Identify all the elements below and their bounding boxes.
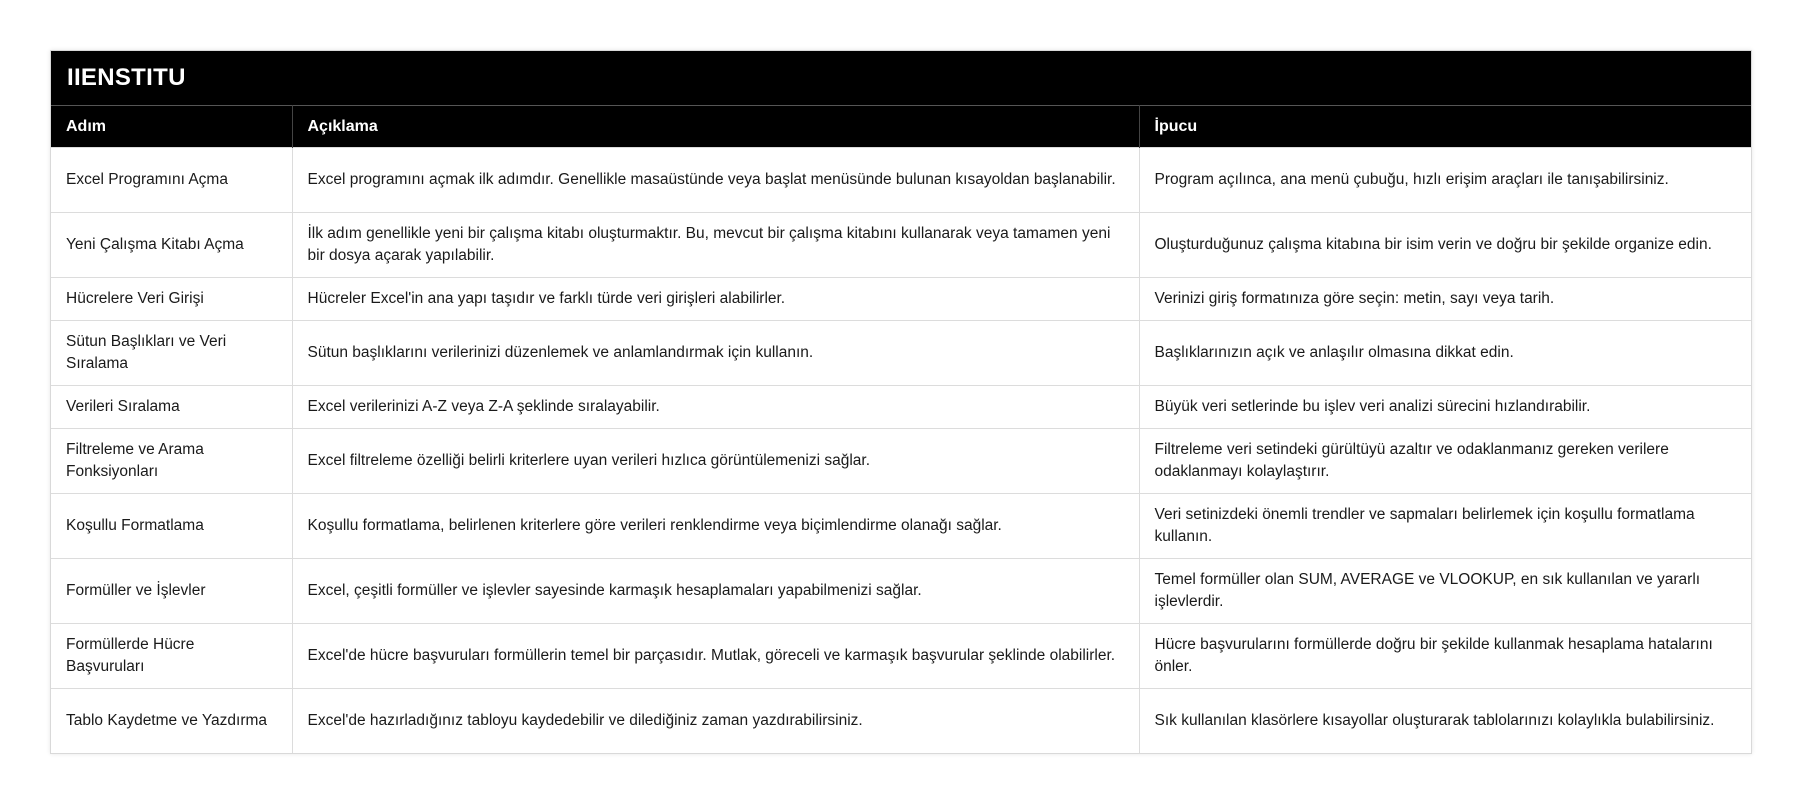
steps-table (51, 105, 1751, 753)
cell-tip: Hücre başvurularını formüllerde doğru bir şekilde kullanmak hesaplama hatalarını önler. (1139, 624, 1751, 689)
table-header (51, 106, 1751, 148)
brand-title: IIENSTITU (51, 51, 1751, 105)
cell-description: Excel programını açmak ilk adımdır. Genellikle masaüstünde veya başlat menüsünde bulunan kısayoldan başlanabilir. (292, 148, 1139, 213)
cell-description: Koşullu formatlama, belirlenen kriterlere göre verileri renklendirme veya biçimlendirme olanağı sağlar. (292, 494, 1139, 559)
cell-description: İlk adım genellikle yeni bir çalışma kitabı oluşturmaktır. Bu, mevcut bir çalışma kitabını kullanarak veya tamamen yeni bir dosya açarak yapılabilir. (292, 213, 1139, 278)
table-row (51, 624, 1751, 689)
table-row (51, 321, 1751, 386)
header-row (51, 106, 1751, 148)
table-row (51, 148, 1751, 213)
content-table-card (50, 50, 1752, 754)
cell-description: Excel filtreleme özelliği belirli kriterlere uyan verileri hızlıca görüntülemenizi sağlar. (292, 429, 1139, 494)
cell-description: Excel'de hücre başvuruları formüllerin temel bir parçasıdır. Mutlak, göreceli ve karmaşık başvurular şeklinde olabilirler. (292, 624, 1139, 689)
table-row (51, 386, 1751, 429)
cell-description: Excel'de hazırladığınız tabloyu kaydedebilir ve dilediğiniz zaman yazdırabilirsiniz. (292, 689, 1139, 754)
cell-tip: Büyük veri setlerinde bu işlev veri analizi sürecini hızlandırabilir. (1139, 386, 1751, 429)
table-row (51, 494, 1751, 559)
cell-step: Excel Programını Açma (51, 148, 292, 213)
cell-tip: Verinizi giriş formatınıza göre seçin: metin, sayı veya tarih. (1139, 278, 1751, 321)
cell-tip: Veri setinizdeki önemli trendler ve sapmaları belirlemek için koşullu formatlama kullanın. (1139, 494, 1751, 559)
cell-description: Excel, çeşitli formüller ve işlevler sayesinde karmaşık hesaplamaları yapabilmenizi sağlar. (292, 559, 1139, 624)
table-body (51, 148, 1751, 754)
cell-step: Filtreleme ve Arama Fonksiyonları (51, 429, 292, 494)
cell-tip: Başlıklarınızın açık ve anlaşılır olmasına dikkat edin. (1139, 321, 1751, 386)
cell-tip: Sık kullanılan klasörlere kısayollar oluşturarak tablolarınızı kolaylıkla bulabilirsiniz. (1139, 689, 1751, 754)
table-row (51, 278, 1751, 321)
cell-tip: Oluşturduğunuz çalışma kitabına bir isim verin ve doğru bir şekilde organize edin. (1139, 213, 1751, 278)
table-row (51, 429, 1751, 494)
table-row (51, 559, 1751, 624)
table-row (51, 689, 1751, 754)
cell-step: Formüller ve İşlevler (51, 559, 292, 624)
cell-step: Sütun Başlıkları ve Veri Sıralama (51, 321, 292, 386)
cell-step: Tablo Kaydetme ve Yazdırma (51, 689, 292, 754)
cell-description: Sütun başlıklarını verilerinizi düzenlemek ve anlamlandırmak için kullanın. (292, 321, 1139, 386)
cell-step: Formüllerde Hücre Başvuruları (51, 624, 292, 689)
table-row (51, 213, 1751, 278)
header-tip: İpucu (1139, 106, 1751, 148)
cell-step: Koşullu Formatlama (51, 494, 292, 559)
header-step: Adım (51, 106, 292, 148)
cell-tip: Program açılınca, ana menü çubuğu, hızlı erişim araçları ile tanışabilirsiniz. (1139, 148, 1751, 213)
cell-step: Yeni Çalışma Kitabı Açma (51, 213, 292, 278)
cell-description: Hücreler Excel'in ana yapı taşıdır ve farklı türde veri girişleri alabilirler. (292, 278, 1139, 321)
cell-tip: Temel formüller olan SUM, AVERAGE ve VLOOKUP, en sık kullanılan ve yararlı işlevlerdir. (1139, 559, 1751, 624)
cell-step: Hücrelere Veri Girişi (51, 278, 292, 321)
header-description: Açıklama (292, 106, 1139, 148)
cell-tip: Filtreleme veri setindeki gürültüyü azaltır ve odaklanmanız gereken verilere odaklanmayı kolaylaştırır. (1139, 429, 1751, 494)
cell-description: Excel verilerinizi A-Z veya Z-A şeklinde sıralayabilir. (292, 386, 1139, 429)
cell-step: Verileri Sıralama (51, 386, 292, 429)
